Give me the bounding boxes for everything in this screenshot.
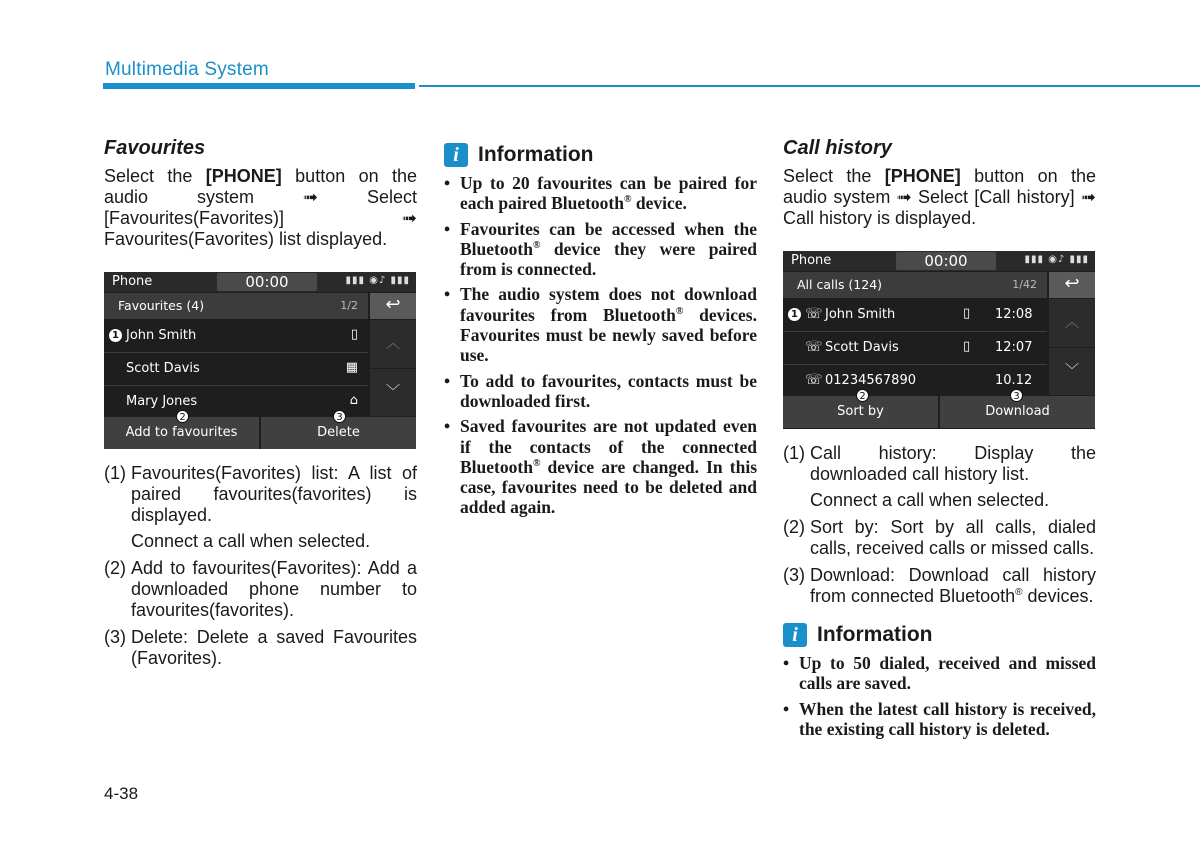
scroll-up-button[interactable]: ︿ — [370, 320, 416, 368]
favourite-row[interactable] — [104, 386, 368, 418]
favourites-column — [104, 137, 417, 675]
back-button[interactable]: ↩ — [1049, 272, 1095, 298]
callout-3: 3 — [333, 410, 346, 423]
info-bullet: • The audio system does not download favourites from Bluetooth® devices. Favourites must be newly saved before use. — [444, 284, 757, 365]
call-history-legend — [783, 443, 1096, 607]
call-list-header — [783, 272, 1047, 298]
contact-name: John Smith — [126, 328, 197, 343]
info-icon: i — [444, 143, 468, 167]
information-header — [783, 623, 1096, 647]
callout-2: 2 — [856, 389, 869, 402]
download-button[interactable]: Download — [940, 396, 1095, 428]
call-history-column — [783, 137, 1096, 744]
call-history-screen — [783, 251, 1095, 429]
screen-status-bar — [783, 251, 1095, 271]
information-title: Information — [817, 623, 933, 646]
screen-status-bar — [104, 272, 416, 292]
favourites-screen — [104, 272, 416, 449]
page-indicator: 1/42 — [1012, 278, 1037, 291]
add-to-favourites-button[interactable]: Add to favourites — [104, 417, 261, 449]
callout-2: 2 — [176, 410, 189, 423]
info-bullet: • Up to 20 favourites can be paired for each paired Bluetooth® device. — [444, 173, 757, 214]
information-box-2 — [783, 623, 1096, 739]
phone-label: Phone — [791, 253, 832, 268]
outgoing-call-icon: ☏ — [805, 306, 823, 322]
info-bullet: • Saved favourites are not updated even if the contacts of the connected Bluetooth® device are changed. In this case, favourites need to be deleted and added again. — [444, 416, 757, 517]
screen-bottom-buttons — [783, 396, 1095, 428]
callout-3: 3 — [1010, 389, 1023, 402]
scroll-down-button[interactable]: ﹀ — [1049, 348, 1095, 395]
header-rule-thick — [103, 83, 415, 89]
incoming-call-icon: ☏ — [805, 372, 823, 388]
call-time: 12:08 — [995, 307, 1033, 322]
mobile-icon: ▯ — [350, 327, 358, 342]
legend-item: (3) Delete: Delete a saved Favourites (Favorites). — [104, 627, 417, 668]
mobile-icon: ▯ — [963, 306, 971, 321]
favourites-heading: Favourites — [104, 137, 206, 159]
legend-item: (3) Download: Download call history from connected Bluetooth® devices. — [783, 565, 1096, 606]
contact-name: Mary Jones — [126, 394, 198, 409]
legend-item: (1) Call history: Display the downloaded call history list. Connect a call when selected. — [783, 443, 1096, 510]
mobile-icon: ▯ — [963, 339, 971, 354]
information-title: Information — [478, 143, 594, 166]
scroll-up-button[interactable]: ︿ — [1049, 299, 1095, 347]
information-header — [444, 143, 757, 167]
status-icons: ▮▮▮ ◉♪ ▮▮▮ — [1024, 254, 1089, 265]
information-bullets — [444, 173, 757, 518]
favourites-list-header — [104, 293, 368, 319]
favourite-row[interactable] — [104, 320, 368, 353]
info-bullet: • Favourites can be accessed when the Bluetooth® device they were paired from is connected. — [444, 219, 757, 280]
legend-item: (2) Sort by: Sort by all calls, dialed calls, received calls or missed calls. — [783, 517, 1096, 558]
caller-number: 01234567890 — [825, 373, 916, 388]
home-icon: ⌂ — [349, 393, 358, 408]
all-calls-count: All calls (124) — [797, 277, 883, 292]
favourites-intro: Select the [PHONE] button on the audio system ➟ Select [Favourites(Favorites)] ➟ Favourites(Favorites) list displayed. — [104, 166, 417, 249]
call-time: 10.12 — [995, 373, 1033, 388]
call-time: 12:07 — [995, 340, 1033, 355]
caller-name: John Smith — [825, 307, 896, 322]
legend-item: (2) Add to favourites(Favorites): Add a downloaded phone number to favourites(favorites). — [104, 558, 417, 620]
caller-name: Scott Davis — [825, 340, 899, 355]
header-rule-thin — [419, 85, 1200, 87]
legend-item: (1) Favourites(Favorites) list: A list of paired favourites(favorites) is displayed. Connect a call when selected. — [104, 463, 417, 551]
status-icons: ▮▮▮ ◉♪ ▮▮▮ — [345, 275, 410, 286]
clock: 00:00 — [896, 252, 996, 270]
callout-1: 1 — [109, 329, 122, 342]
info-bullet: • When the latest call history is received, the existing call history is deleted. — [783, 699, 1096, 740]
call-row[interactable] — [783, 365, 1047, 397]
info-bullet: • To add to favourites, contacts must be downloaded first. — [444, 371, 757, 412]
call-row[interactable] — [783, 332, 1047, 365]
info-bullet: • Up to 50 dialed, received and missed calls are saved. — [783, 653, 1096, 694]
phone-label: Phone — [112, 274, 153, 289]
screen-bottom-buttons — [104, 417, 416, 449]
page-number: 4-38 — [104, 784, 139, 803]
sort-by-button[interactable]: Sort by — [783, 396, 940, 428]
section-title: Multimedia System — [105, 59, 269, 80]
delete-button[interactable]: Delete — [261, 417, 416, 449]
favourite-row[interactable] — [104, 353, 368, 386]
information-bullets — [783, 653, 1096, 739]
info-icon: i — [783, 623, 807, 647]
contact-name: Scott Davis — [126, 361, 200, 376]
information-column-1 — [444, 143, 757, 523]
scroll-down-button[interactable]: ﹀ — [370, 369, 416, 416]
callout-1: 1 — [788, 308, 801, 321]
call-history-intro: Select the [PHONE] button on the audio system ➟ Select [Call history] ➟ Call history is displayed. — [783, 166, 1096, 228]
office-icon: ▦ — [345, 360, 358, 375]
outgoing-call-icon: ☏ — [805, 339, 823, 355]
call-row[interactable] — [783, 299, 1047, 332]
call-history-heading: Call history — [783, 137, 892, 159]
favourites-legend — [104, 463, 417, 669]
back-button[interactable]: ↩ — [370, 293, 416, 319]
page-indicator: 1/2 — [340, 299, 358, 312]
favourites-count: Favourites (4) — [118, 298, 205, 313]
clock: 00:00 — [217, 273, 317, 291]
